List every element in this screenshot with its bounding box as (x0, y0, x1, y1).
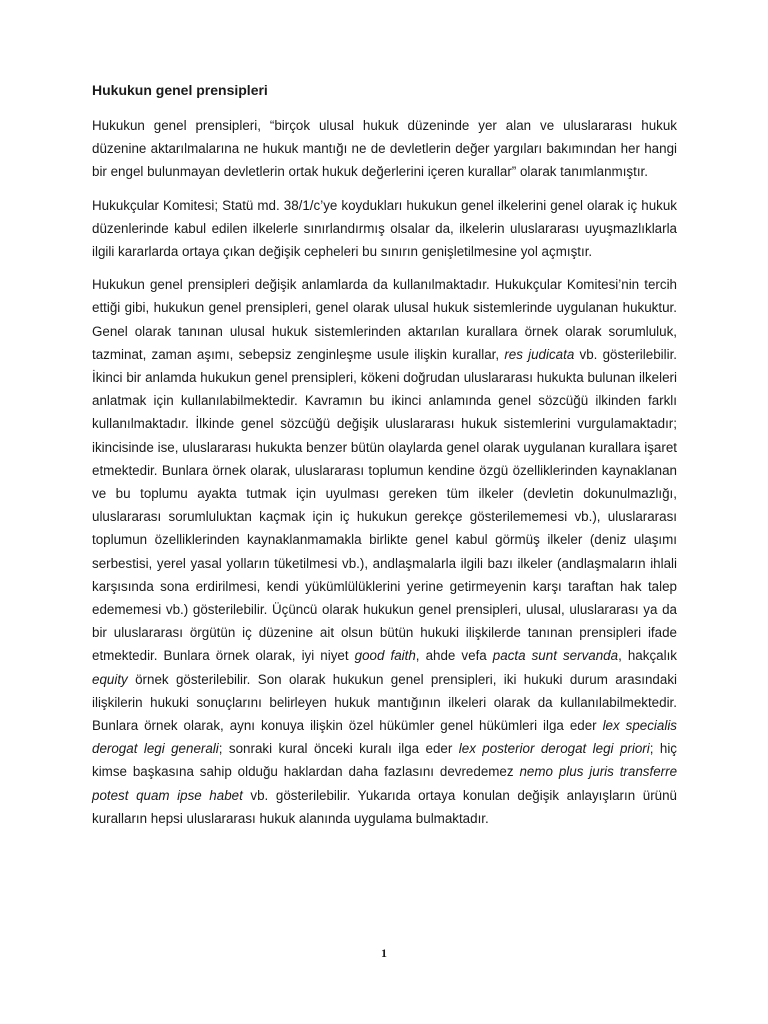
body-paragraph (92, 194, 677, 264)
paragraph-text: , ahde vefa (415, 648, 493, 664)
body-paragraph (92, 114, 677, 184)
italic-term: lex posterior derogat legi priori (458, 741, 650, 757)
page-number: 1 (381, 946, 387, 960)
italic-term: res judicata (504, 346, 575, 362)
paragraph-text: Hukukun genel prensipleri, “birçok ulusal hukuk düzeninde yer alan ve uluslararası hukuk düzenine aktarılmalarına ne hukuk mantığı ne de devletlerin değer yargıları bakımından her hangi bir engel bulunmayan devletlerin ortak hukuk değerlerini içeren kurallar” olarak tanımlanmıştır. (92, 118, 677, 180)
italic-term: lex specialis derogat legi generali (92, 718, 677, 757)
paragraph-text: Hukukçular Komitesi; Statü md. 38/1/c’ye koydukları hukukun genel ilkelerini genel olarak iç hukuk düzenlerinde kabul edilen ilkelerle sınırlandırmış olsalar da, ilkelerin uluslararası uyuşmazlıklarla ilgili kararlarda ortaya çıkan değişik cepheleri bu sınırın genişletilmesine yol açmıştır. (92, 197, 677, 260)
italic-term: equity (92, 671, 128, 687)
paragraph-text: ; sonraki kural önceki kuralı ilga eder (218, 741, 459, 757)
paragraph-text: vb. gösterilebilir. İkinci bir anlamda hukukun genel prensipleri, kökeni doğrudan uluslararası hukukta bulunan ilkeleri anlatmak için kullanılabilmektedir. Kavramın bu ikinci anlamında genel sözcüğü ilkinden farklı kullanılmaktadır. İlkinde genel sözcüğü değişik uluslararası hukuk sistemlerini vurgulamaktadır; ikincisinde ise, uluslararası hukukta benzer bütün olaylarda genel olarak uygulanan kurallara işaret etmektedir. Bunlara örnek olarak, uluslararası toplumun kendine özgü özelliklerinden kaynaklanan ve bu toplumu ayakta tutmak için uyulması gereken tüm ilkeler (devletin dokunulmazlığı, uluslararası sorumluluktan kaçmak için iç hukukun gerekçe gösterilememesi vb.), uluslararası toplumun özelliklerinden kaynaklanmamakla birlikte genel kabul görmüş ilkeler (deniz ulaşımı serbestisi, yerel yasal yolların tüketilmesi vb.), andlaşmalarla ilgili bazı ilkeler (andlaşmaların ihlali karşısında sona erdirilmesi, kendi yükümlülüklerini yerine getirmeyenin karşı taraftan hak talep edememesi vb.) gösterilebilir. Üçüncü olarak hukukun genel prensipleri, ulusal, uluslararası ya da bir uluslararası örgütün iç düzenine ait olsun bütün hukuki ilişkilerde tanınan prensipleri ifade etmektedir. Bunlara örnek olarak, iyi niyet (92, 346, 678, 664)
paragraph-text: örnek gösterilebilir. Son olarak hukukun genel prensipleri, iki hukuki durum arasındaki ilişkilerin hukuki sonuçlarını belirleyen hukuk mantığının ilkeleri olarak da kullanılabilmektedir. Bunlara örnek olarak, aynı konuya ilişkin özel hükümler genel hükümleri ilga eder (92, 671, 677, 734)
paragraph-list (92, 114, 677, 830)
body-paragraph (92, 273, 677, 830)
paragraph-text: ; hiç kimse başkasına sahip olduğu haklardan daha fazlasını devredemez (92, 741, 677, 780)
italic-term: nemo plus juris transferre potest quam ipse habet (92, 764, 678, 803)
paragraph-text: , hakçalık (618, 648, 677, 664)
document-body (92, 80, 677, 840)
section-heading: Hukukun genel prensipleri (92, 82, 268, 98)
italic-term: pacta sunt servanda (492, 648, 619, 664)
italic-term: good faith (354, 648, 416, 664)
paragraph-text: vb. gösterilebilir. Yukarıda ortaya konulan değişik anlayışların ürünü kuralların hepsi uluslararası hukuk alanında uygulama bulmaktadır. (92, 787, 677, 826)
paragraph-text: Hukukun genel prensipleri değişik anlamlarda da kullanılmaktadır. Hukukçular Komitesi’nin tercih ettiği gibi, hukukun genel prensipleri, genel olarak ulusal hukuk sistemlerinde uygulanan hukuktur. Genel olarak tanınan ulusal hukuk sistemlerinden aktarılan kurallara örnek olarak sorumluluk, tazminat, zaman aşımı, sebepsiz zenginleşme usule ilişkin kurallar, (92, 277, 677, 362)
